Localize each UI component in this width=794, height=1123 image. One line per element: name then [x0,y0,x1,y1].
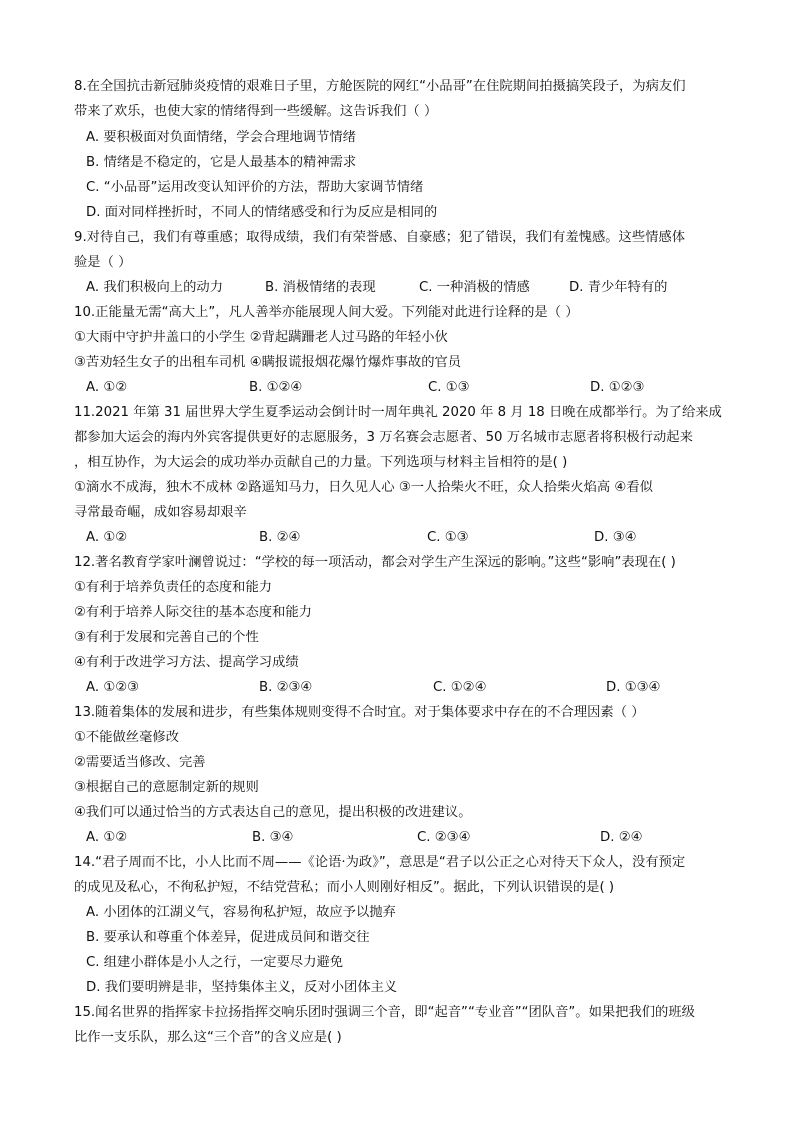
q9-option-a: A. 我们积极向上的动力 [86,280,223,295]
q8-stem-line-2: 带来了欢乐，也使大家的情绪得到一些缓解。这告诉我们（ ） [74,104,438,119]
q8-option-b: B. 情绪是不稳定的，它是人最基本的精神需求 [86,155,357,170]
q12-options-row [0,679,794,697]
q15-stem-line-2: 比作一支乐队，那么这“三个音”的含义应是( ) [74,1030,342,1045]
q14-stem-line-1: 14.“君子周而不比，小人比而不周——《论语·为政》”，意思是“君子以公正之心对待天下众人，没有预定 [74,855,686,870]
q10-options-row [0,379,794,397]
q8-stem-line-1: 8.在全国抗击新冠肺炎疫情的艰难日子里，方舱医院的网红“小品哥”在住院期间拍摄搞笑段子，为病友们 [74,79,686,94]
q10-item-line-2: ③苦劝轻生女子的出租车司机 ④瞒报谎报烟花爆竹爆炸事故的官员 [74,355,462,370]
q11-option-c: C. ①③ [427,530,469,545]
q14-option-c: C. 组建小群体是小人之行，一定要尽力避免 [86,955,344,970]
q10-option-d: D. ①②③ [590,380,645,395]
q12-item-1: ①有利于培养负责任的态度和能力 [74,580,273,595]
q9-option-c: C. 一种消极的情感 [419,280,530,295]
q9-stem-line-1: 9.对待自己，我们有尊重感；取得成绩，我们有荣誉感、自豪感；犯了错误，我们有羞愧感。这些情感体 [74,230,686,245]
q10-option-a: A. ①② [86,380,128,395]
q10-item-line-1: ①大雨中守护井盖口的小学生 ②背起蹒跚老人过马路的年轻小伙 [74,330,448,345]
q11-option-d: D. ③④ [594,530,637,545]
q9-option-b: B. 消极情绪的表现 [265,280,376,295]
q13-item-3: ③根据自己的意愿制定新的规则 [74,780,259,795]
q12-option-b: B. ②③④ [259,680,313,695]
q13-item-4: ④我们可以通过恰当的方式表达自己的意见，提出积极的改进建议。 [74,805,472,820]
q13-stem-line-1: 13.随着集体的发展和进步，有些集体规则变得不合时宜。对于集体要求中存在的不合理因素（ ） [74,705,645,720]
q10-stem-line-1: 10.正能量无需“高大上”，凡人善举亦能展现人间大爱。下列能对此进行诠释的是（ ） [74,305,579,320]
q13-option-d: D. ②④ [600,830,643,845]
q8-option-c: C. “小品哥”运用改变认知评价的方法，帮助大家调节情绪 [86,180,424,195]
q11-stem-line-1: 11.2021 年第 31 届世界大学生夏季运动会倒计时一周年典礼 2020 年 8 月 18 日晚在成都举行。为了给来成 [74,405,722,420]
q10-option-c: C. ①③ [428,380,470,395]
q12-item-3: ③有利于发展和完善自己的个性 [74,630,259,645]
q12-item-4: ④有利于改进学习方法、提高学习成绩 [74,655,299,670]
q11-stem-line-2: 都参加大运会的海内外宾客提供更好的志愿服务，3 万名赛会志愿者、50 万名城市志愿者将积极行动起来 [74,430,693,445]
q12-option-c: C. ①②④ [433,680,487,695]
q14-option-d: D. 我们要明辨是非，坚持集体主义，反对小团体主义 [86,980,398,995]
q14-option-b: B. 要承认和尊重个体差异，促进成员间和谐交往 [86,930,370,945]
q9-stem-line-2: 验是（ ） [74,255,132,270]
q12-option-d: D. ①③④ [606,680,661,695]
q13-item-1: ①不能做丝毫修改 [74,730,179,745]
q13-option-b: B. ③④ [252,830,294,845]
q12-item-2: ②有利于培养人际交往的基本态度和能力 [74,605,312,620]
q9-options-row [0,279,794,297]
q13-options-row [0,829,794,847]
q12-option-a: A. ①②③ [86,680,140,695]
q14-option-a: A. 小团体的江湖义气，容易徇私护短，故应予以抛弃 [86,905,396,920]
q13-item-2: ②需要适当修改、完善 [74,755,206,770]
q11-stem-line-3: ，相互协作，为大运会的成功举办贡献自己的力量。下列选项与材料主旨相符的是( ) [74,455,568,470]
q11-item-line-2: 寻常最奇崛，成如容易却艰辛 [74,505,247,520]
q13-option-c: C. ②③④ [417,830,471,845]
q14-stem-line-2: 的成见及私心，不徇私护短，不结党营私；而小人则刚好相反”。据此，下列认识错误的是( ) [74,880,615,895]
q8-option-d: D. 面对同样挫折时，不同人的情绪感受和行为反应是相同的 [86,205,438,220]
q11-item-line-1: ①滴水不成海，独木不成林 ②路遥知马力，日久见人心 ③一人拾柴火不旺，众人拾柴火焰高 ④看似 [74,480,653,495]
q12-stem-line-1: 12.著名教育学家叶澜曾说过：“学校的每一项活动，都会对学生产生深远的影响。”这些“影响”表现在( ) [74,555,676,570]
q9-option-d: D. 青少年特有的 [569,280,668,295]
q10-option-b: B. ①②④ [249,380,303,395]
q8-option-a: A. 要积极面对负面情绪，学会合理地调节情绪 [86,130,356,145]
q15-stem-line-1: 15.闻名世界的指挥家卡拉扬指挥交响乐团时强调三个音，即“起音”“专业音”“团队音”。如果把我们的班级 [74,1005,695,1020]
q13-option-a: A. ①② [86,830,128,845]
q11-option-a: A. ①② [86,530,128,545]
q11-option-b: B. ②④ [259,530,301,545]
q11-options-row [0,529,794,547]
